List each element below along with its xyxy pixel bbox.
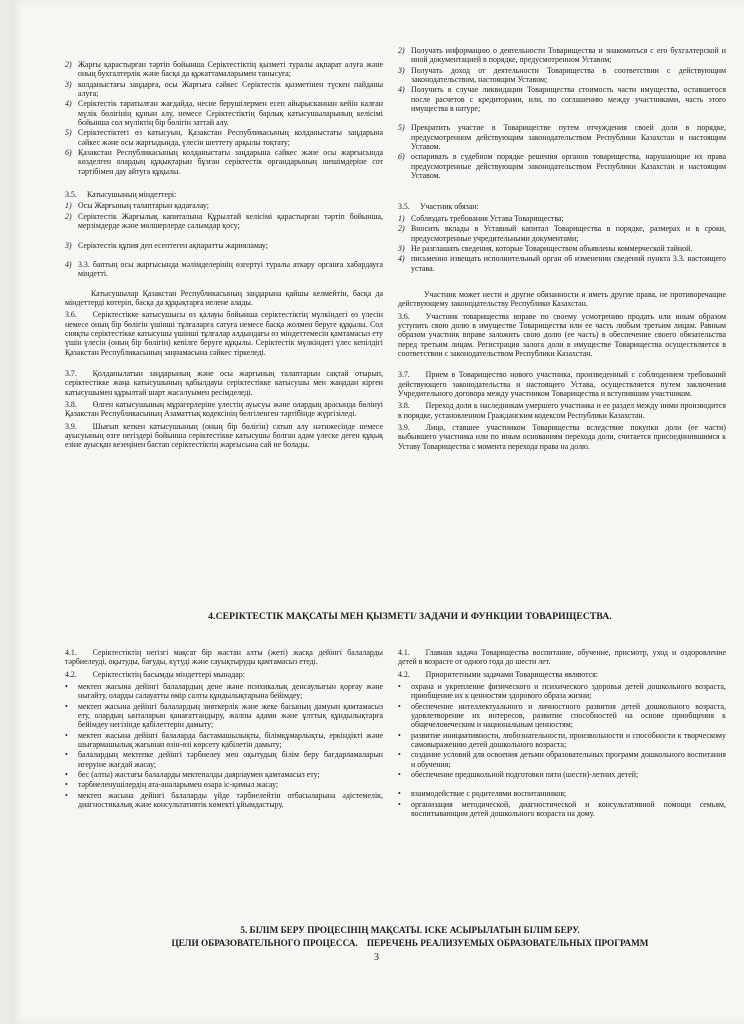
item-text: Қазакстан Республикасының колданыстағы заңдарына сәйкес және осы жарғысында көзделген олардың құқықтарын бұзған серіктестік органдарының шешімдеріне сот тәртібімен дау айтуға құқылы. bbox=[78, 148, 383, 176]
bullet-item bbox=[398, 750, 726, 769]
paragraph-note: Катысушылар Қазакстан Республикасының заңдарына қайшы келмейтін, басқа да міндеттерді көтеріп, басқа да құқықтарға иелене алады. bbox=[65, 288, 383, 307]
spacer bbox=[65, 232, 383, 241]
list-item bbox=[65, 128, 383, 147]
item-number: 2) bbox=[65, 60, 72, 69]
item-text: Получить в случае ликвидации Товарищества стоимость части имущества, оставшегося после расчетов с кредиторами, или, по соглашению между участниками, часть этого имущества в натуре; bbox=[411, 85, 726, 114]
item-number: 2) bbox=[398, 46, 405, 55]
item-text: Не разглашать сведения, которые Товариществом объявлены коммерческой тайной. bbox=[411, 243, 693, 253]
left-column-section-4 bbox=[65, 648, 383, 908]
item-number: 1) bbox=[398, 213, 405, 223]
bullet-item bbox=[65, 702, 383, 730]
right-column-russian bbox=[398, 46, 726, 621]
list-item bbox=[398, 244, 726, 253]
bullet-text: охрана и укрепление физического и психического здоровья детей дошкольного возраста, приобщение их к ценностям здорового образа жизни; bbox=[411, 682, 726, 701]
item-text: письменно извещать исполнительный орган об изменении сведений пункта 3.3. настоящего устава. bbox=[411, 254, 726, 273]
item-text: Жарғы қарастырған тәртіп бойынша Серіктестіктің қызметі туралы ақпарат алуға және оның бухгалтерлік және басқа да құжаттамаларымен танысуға; bbox=[78, 60, 383, 79]
section-number: 3.5. bbox=[398, 202, 410, 212]
item-number: 4) bbox=[398, 254, 405, 264]
section-4-heading: 4.СЕРІКТЕСТІК МАҚСАТЫ МЕН ҚЫЗМЕТІ/ ЗАДАЧИ И ФУНКЦИИ ТОВАРИЩЕСТВА. bbox=[208, 611, 612, 622]
right-column-section-4 bbox=[398, 648, 726, 908]
item-text: Прекратить участие в Товариществе путем отчуждения своей доли в порядке, предусмотренном действующим законодательством Республики Казахстан и настоящим Уставом. bbox=[411, 123, 726, 152]
bullet-item bbox=[398, 682, 726, 701]
list-item bbox=[398, 66, 726, 85]
item-number: 2) bbox=[398, 224, 405, 234]
item-number: 5) bbox=[398, 123, 405, 133]
spacer bbox=[398, 780, 726, 789]
bullet-icon: • bbox=[398, 730, 401, 740]
item-number: 2) bbox=[65, 211, 72, 221]
paragraph-3-7: 3.7. Қолданылатын заңдарының және осы жарғының талаптарын сақтай отырып, серіктестікке жаңа катысушының қабылдауы серіктестікке катысушы мен жаңадан кірген катысушымен құрылтай шарт жасалуымен ресімделеді. bbox=[65, 368, 383, 397]
section-heading bbox=[65, 190, 383, 199]
bullet-text: организация методической, диагностической и консультативной помощи семьям, воспитывающим детей дошкольного возраста на дому. bbox=[411, 799, 726, 819]
list-item bbox=[398, 224, 726, 243]
list-item bbox=[398, 123, 726, 151]
bullet-item bbox=[65, 731, 383, 750]
bullet-text: взаимодействие с родителями воспитанников; bbox=[411, 789, 567, 799]
paragraph-3-6: 3.6. Серіктестікке катысушысы өз қалауы бойынша серіктестіктің мүлкіндегі өз үлесін немесе оның бір бөлігін үшінші тұлғаларга сатуға немесе басқа жолмен беруге құқылы. Сол сияқты серіктестікке катысушы үшінші тұлғалар алдындағы өз міндеттемесін қамтамасыз ету үшін үлесін (оның бір бөлігін) кепілге беруге құқылы. Серіктестік мүлкіндегі үлес кепілдігі Қазакстан Республикасының заңнамасына сәйкес тіркеледі. bbox=[65, 310, 383, 357]
bullet-text: мектеп жасына дейінгі балалардың дене және психикалық денсаулығын қорғау және нығайту, оларды салауатты өмір салты құндылықтарына бейімдеу; bbox=[78, 682, 383, 701]
item-number: 4) bbox=[398, 85, 405, 95]
item-number: 1) bbox=[65, 201, 72, 211]
bullet-text: обеспечение интеллектуального и личностного развития детей дошкольного возраста, удовлетворение их интересов, развитие способностей на основе приобщения к общечеловеческим и национальным ценностям; bbox=[411, 701, 726, 730]
bullet-icon: • bbox=[398, 799, 401, 809]
bullet-icon: • bbox=[65, 701, 68, 711]
bullet-icon: • bbox=[398, 750, 401, 760]
item-number: 5) bbox=[65, 128, 72, 138]
bullet-item bbox=[398, 789, 726, 798]
paragraph-3-8: 3.8. Өлген катысушының мұрагерлеріне үлестің ауысуы және олардың арасында бөлінуі Қазакстан Республикасының Азаматтық кодексінің белгіленген тәртібінде жүргізіледі. bbox=[65, 399, 383, 419]
bullet-icon: • bbox=[398, 770, 401, 780]
list-item bbox=[65, 60, 383, 79]
item-text: колданыстағы заңдарға, осы Жарғыға сәйкес Серіктестік қызметінен түскен пайданы алуға; bbox=[78, 79, 383, 99]
list-item bbox=[65, 80, 383, 99]
item-text: Вносить вклады в Уставный капитал Товарищества в порядке, размерах и в сроки, предусмотренные учредительными документами; bbox=[411, 224, 726, 243]
spacer bbox=[398, 361, 726, 370]
paragraph-3-9: 3.9. Шығып кеткен катысушының (оның бір бөлігін) сатып алу нәтижесінде немесе ауысуының өзге негіздері бойынша серіктестікке катысушы болған адам үлеске деген құқық езіне ауысқан кезеңінен бастап серіктестіктің жарғысына сай не болады. bbox=[65, 421, 383, 450]
bullet-icon: • bbox=[65, 770, 68, 780]
bullet-item bbox=[398, 702, 726, 730]
section-5-heading-kazakh: 5. БІЛІМ БЕРУ ПРОЦЕСІНІҢ МАҚСАТЫ. ІСКЕ АСЫРЫЛАТЫН БІЛІМ БЕРУ. bbox=[240, 925, 580, 935]
bullet-item bbox=[65, 791, 383, 810]
item-text: оспаривать в судебном порядке решения органов товарищества, нарушающие их права предусмотренные действующим законодательством Республики Казахстан и настоящим Уставом. bbox=[411, 152, 726, 181]
bullet-item bbox=[65, 780, 383, 789]
bullet-text: мектеп жасына дейінгі балаларды үйде тәрбиелейтін отбасыларына әдістемелік, диагностикалық және консультативтік көмекті ұйымдастыру. bbox=[78, 790, 383, 810]
section-heading bbox=[398, 202, 726, 211]
spacer bbox=[65, 251, 383, 260]
item-text: Получать доход от деятельности Товарищества в соответствии с действующим законодательством, настоящим Уставом; bbox=[411, 65, 726, 85]
bullet-icon: • bbox=[65, 682, 68, 692]
bullet-item bbox=[398, 800, 726, 819]
paragraph-3-6: 3.6. Участник товарищества вправе по своему усмотрению продать или иным образом уступить свою долю в имуществе Товарищества или ее часть любым третьим лицам. Равным образом участник вправе заложить свою долю (ее часть) в обеспечение своего обязательства перед третьим лицам. Регистрация залога доли в имуществе Товарищества осуществляется в соответствии с законодательством Республики Казахстан. bbox=[398, 311, 726, 358]
paragraph-3-7: 3.7. Прием в Товарищество нового участника, произведенный с соблюдением требований действующего законодательства и настоящего Устава, осуществляется путем заключения Учредительного договора между участником Товарищества и вступившим участником. bbox=[398, 370, 726, 398]
bullet-icon: • bbox=[65, 750, 68, 760]
list-item bbox=[398, 152, 726, 180]
page-number: 3 bbox=[374, 952, 379, 963]
section-title: Участник обязан: bbox=[420, 202, 479, 212]
list-item bbox=[65, 241, 383, 250]
bullet-text: развитие инициативности, любознательности, произвольности и способности к творческому самовыражению детей дошкольного возраста; bbox=[411, 730, 726, 750]
paragraph-4-2: 4.2. Серіктестіктің басымды міндеттері мынадар: bbox=[65, 669, 245, 679]
list-item bbox=[65, 212, 383, 231]
item-number: 4) bbox=[65, 259, 72, 269]
bullet-text: мектеп жасына дейінгі балаларда бастамашылықты, білімқұмарлықты, еркіндікті және шығармашылық жағынан өзін-өзі көрсету қабілетін дамыту; bbox=[78, 730, 383, 750]
item-number: 6) bbox=[398, 152, 405, 162]
bullet-text: тәрбиеленушілердің ата-аналарымен өзара іс-қимыл жасау; bbox=[78, 780, 279, 790]
bullet-text: мектеп жасына дейінгі балалардың зияткерлік және жеке басының дамуын қамтамасыз ету, олардың ынталарын қанағаттандыру, жалпы адами және ұлттық құндылықтарға бейімдеу негізінде қабілеттерін дамыту; bbox=[78, 701, 383, 730]
bullet-icon: • bbox=[65, 730, 68, 740]
list-item bbox=[398, 214, 726, 223]
bullet-icon: • bbox=[398, 789, 401, 799]
bullet-item bbox=[65, 770, 383, 779]
paragraph-3-9: 3.9. Лицо, ставшее участником Товарищества вследствие покупки доли (ее части) выбывшего участника или по иным основаниям перехода доли, считается присоединившимся к Уставу Товарищества с момента перехода права на долю. bbox=[398, 423, 726, 451]
item-number: 4) bbox=[65, 99, 72, 109]
bullet-text: балалардың мектепке дейінгі тәрбиелеу мен оқытудың білім беру бағдарламаларын игеруіне жағдай жасау; bbox=[78, 750, 383, 769]
item-number: 3) bbox=[398, 65, 405, 75]
list-item bbox=[65, 201, 383, 210]
bullet-icon: • bbox=[65, 790, 68, 800]
left-column-kazakh bbox=[65, 60, 383, 610]
paragraph-note: Участник может нести и другие обязанности и иметь другие права, не противоречащие действующему законодательству Республики Казахстан. bbox=[398, 289, 726, 309]
bullet-icon: • bbox=[398, 701, 401, 711]
item-text: Серіктестік таратылған жағдайда, несие берушілермен есеп айырысканнан кейін калған мүлік бөлігінің құнын алу, немесе Серіктестіктің барлық катысушыларының келісімі бойынша сол мүліктің бір бөлігін заттай алу. bbox=[78, 99, 383, 128]
section-number: 3.5. bbox=[65, 190, 77, 200]
section-title: Катысушының міндеттері: bbox=[87, 190, 177, 200]
spacer bbox=[65, 360, 383, 369]
spacer bbox=[398, 114, 726, 123]
bullet-text: обеспечение предшкольной подготовки пяти (шести)-летних детей; bbox=[411, 770, 639, 780]
bullet-item bbox=[65, 750, 383, 769]
spacer bbox=[398, 274, 726, 290]
bullet-item bbox=[65, 682, 383, 701]
paragraph-4-1: 4.1. Серіктестіктің негізгі мақсат бір жастан алты (жеті) жасқа дейінгі балаларды тәрбиелеуді, оқытуды, бағуды, күтуді және сауықтыруды қамтамасыз етеді. bbox=[65, 648, 383, 667]
item-number: 6) bbox=[65, 148, 72, 158]
bullet-text: бес (алты) жастағы балаларды мектепалды даярлаумен қамтамасыз ету; bbox=[78, 770, 320, 780]
item-text: 3.3. баптың осы жарғысында мәлімделерінің өзгертуі туралы аткару органға хабардауға міндетті. bbox=[78, 259, 383, 279]
item-text: Серіктестіктегі өз катысуын, Қазакстан Республикасының колданыстағы заңдарына сәйкес және осы жарғыдында, үлесін шеттету арқылы тоқтату; bbox=[78, 128, 383, 147]
item-text: Серіктестік Жарғылық капиталына Құрылтай келісімі қарастырған тәртіп бойынша, мерзімдерде және мөлшерлерде салымдар қосу; bbox=[78, 211, 383, 231]
list-item bbox=[65, 260, 383, 279]
paragraph-4-1: 4.1. Главная задача Товарищества воспитание, обучение, присмотр, уход и оздоровление детей в возрасте от одного года до шести лет. bbox=[398, 648, 726, 667]
item-text: Осы Жарғының талаптарын қадағалау; bbox=[78, 201, 209, 211]
list-item bbox=[398, 85, 726, 113]
list-item bbox=[398, 254, 726, 273]
list-item bbox=[65, 99, 383, 127]
bullet-text: создание условий для освоения детьми образовательных программ дошкольного воспитания и обучения; bbox=[411, 750, 726, 769]
item-number: 3) bbox=[65, 79, 72, 89]
bullet-item bbox=[398, 731, 726, 750]
paragraph-4-2: 4.2. Приоритетными задачами Товарищества являются: bbox=[398, 669, 598, 679]
list-item bbox=[398, 46, 726, 65]
list-item bbox=[65, 148, 383, 176]
document-page bbox=[10, 0, 744, 1024]
item-number: 3) bbox=[398, 243, 405, 253]
spacer bbox=[65, 280, 383, 289]
bullet-icon: • bbox=[398, 682, 401, 692]
section-5-heading-russian: ЦЕЛИ ОБРАЗОВАТЕЛЬНОГО ПРОЦЕССА. ПЕРЕЧЕНЬ РЕАЛИЗУЕМЫХ ОБРАЗОВАТЕЛЬНЫХ ПРОГРАММ bbox=[171, 938, 649, 948]
paragraph-3-8: 3.8. Переход доли к наследникам умершего участника и ее раздел между ними производится в порядке, установленном Гражданским кодексом Республики Казахстан. bbox=[398, 401, 726, 420]
bullet-item bbox=[398, 770, 726, 779]
item-text: Соблюдать требования Устава Товарищества; bbox=[411, 213, 564, 223]
item-text: Получать информацию о деятельности Товарищества и знакомиться с его бухгалтерской и иной документацией в порядке, предусмотренном Уставом; bbox=[411, 46, 726, 65]
item-number: 3) bbox=[65, 240, 72, 250]
item-text: Серіктестік құпия деп есептеген ақпаратты жарияламау; bbox=[78, 240, 268, 250]
bullet-icon: • bbox=[65, 780, 68, 790]
